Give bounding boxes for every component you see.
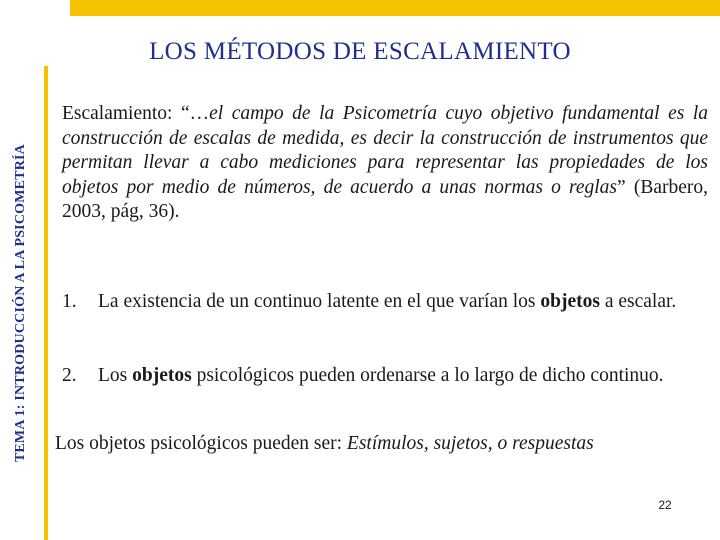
list-item-before: La existencia de un continuo latente en el que varían los: [98, 291, 536, 312]
side-accent-line: [44, 66, 48, 540]
list-item-after: a escalar.: [604, 291, 677, 312]
closing-lead: Los objetos psicológicos pueden ser:: [55, 433, 343, 454]
closing-sentence: [55, 432, 720, 457]
page-number: 22: [658, 498, 672, 512]
list-item-bold: objetos: [540, 291, 600, 312]
definition-lead: Escalamiento: “…: [62, 103, 210, 124]
closing-italic: Estímulos, sujetos, o respuestas: [346, 433, 594, 454]
list-item-number: 1.: [62, 291, 77, 312]
list-item-text: [98, 364, 708, 389]
slide-title: LOS MÉTODOS DE ESCALAMIENTO: [149, 38, 571, 65]
list-item-before: Los: [98, 365, 128, 386]
definition-citation: ” (Barbero, 2003, pág, 36).: [62, 176, 709, 222]
list-item: [62, 290, 708, 315]
list-item-text: [98, 290, 708, 315]
list-item-number: 2.: [62, 365, 77, 386]
definition-quote: el campo de la Psicometría cuyo objetivo fundamental es la construcción de escalas de medida, es decir la construcción de instrumentos que permitan llevar a cabo mediciones para representar las propiedades de los objetos por medio de números, de acuerdo a unas normas o reglas: [62, 103, 708, 198]
definition-paragraph: [62, 102, 708, 225]
list-item-bold: objetos: [132, 365, 192, 386]
list-item-after: psicológicos pueden ordenarse a lo largo de dicho continuo.: [196, 365, 664, 386]
side-chapter-label-text: TEMA 1: INTRODUCCIÓN A LA PSICOMETRÍA: [13, 143, 28, 463]
list-item: [62, 364, 708, 389]
top-accent-bar: [70, 0, 720, 16]
side-chapter-label: [0, 66, 42, 540]
